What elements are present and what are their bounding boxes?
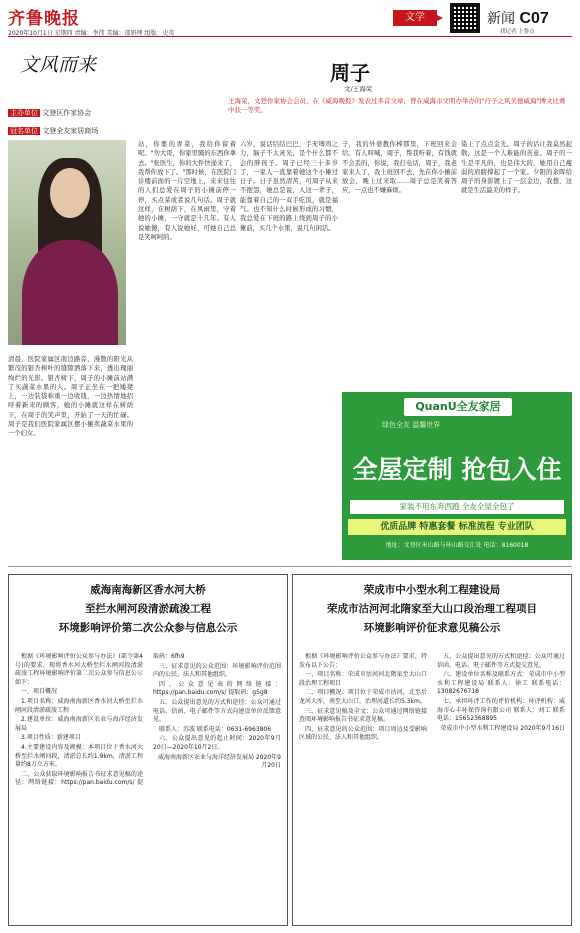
editor-credits: 找记者 上鲁点 [500,29,535,35]
notice-paragraph: 联系人：苏波 联系电话：0631-6963806 [159,725,272,733]
notice-title-line: 至拦水闸河段清淤疏浚工程 [85,603,211,615]
photo-body [22,240,118,345]
top-rule [8,36,572,37]
section-divider [8,566,572,567]
notice-body [15,653,281,921]
masthead [0,0,580,40]
notice-paragraph: 根据《环境影响评价公众参与办法》要求，特发布以下公告： [299,653,427,669]
notice-paragraph: 1.项目名称：威海南海新区香水河大桥至拦水闸河段清淤疏浚工程 [15,697,143,714]
notice-box [292,574,572,926]
notice-paragraph: 二、公众获取环境影响报告书征求意见稿的途径：网络链接：https://pan.baidu.com/s/ 提取码：6fh9 [15,653,185,787]
notice-paragraph: 五、公众提出意见的方式和途径：公众可通过信函、电话、电子邮件等方式提交意见。 [437,653,565,669]
notice-body [299,653,565,921]
ad-slogan: 绿色全友 温馨世界 [382,421,441,429]
notice-title-line: 荣成市沽河河北隋家至大山口段治理工程项目 [327,603,537,615]
article-column-4: 子，我的外婆教你棒那里，下班回来会给。有人叫喊，周子，帮我听着，有钱就不会丢的，你说，我打电话，周子，我老家来人了，我上班回不去，先在你小摊前放会，晚上过来取……周子总是笑着答应，一点也不嫌麻烦。 [342,141,457,195]
ad-headline: 全屋定制 抢包入住 [352,455,562,484]
photo-face [50,168,90,218]
dateline: 2020年10月1日 星期四 责编：李伟 美编：邵妍理 组版：史英 [8,30,175,37]
host-label: 主办单位 [10,109,38,117]
article-column-1: 清晨，医院家属区南边路旁，漫散的阳光从繁茂的银杏树叶的缝隙洒落下来，透出瑰丽绚烂的光影。银杏树下，周子的小摊前站满了买蔬菜水果的人。周子正坐在一把矮凳上，一边装袋称重一边收钱，一边热情地招呼着新来的顾客，她的小摊就这样在树荫下，在周子的笑声里，开始了一天的忙碌。周子是我们医院家属区摆小摊卖蔬菜水果的一个妇女。 [8,356,133,438]
furniture-advertisement[interactable] [342,392,572,560]
page-label [487,8,549,28]
notice-signature: 荣成市中小型水利工程建设局 2020年9月16日 [440,724,565,732]
host-name: 文登区作家协会 [42,109,92,117]
notice-paragraph: 四、征求意见的公众范围：项目周边及受影响区域的公民、法人和其他组织。 [299,725,427,742]
cohost-label: 冠名单位 [10,127,38,135]
author-photo [8,140,126,345]
notice-paragraph: 七、承担环评工作的评价机构：环评机构：威海市心丰环保咨询有限公司 联系人：刘工 联系电话：15652368895 [437,697,565,723]
notice-title-line: 环境影响评价征求意见稿公示 [363,622,501,634]
notice-paragraph: 三、征求意见的公众范围：环境影响评价范围内的公民、法人和其他组织。 [153,662,281,679]
notice-title-line: 荣成市中小型水利工程建设局 [363,584,501,596]
section-tab: 文学 [393,10,437,26]
notice-signature: 威海南海新区农业与海洋经济发展局 2020年9月20日 [158,753,281,770]
notice-paragraph: 三、征求意见稿及全文：公众可通过网络链接查阅环境影响报告书征求意见稿。 [299,707,427,724]
notice-paragraph: 一、项目概况 [21,688,58,696]
article-column-5: 染上了点点金光。周子的话让我莫然起敬，这是一个人难能的善意。周子的一生是平凡的，也是伟大的，她用自己瘦弱的肩膀撑起了一个家。夕阳的余晖给周子的身影镀上了一层金边，我想，这就是生活最美的样子。 [461,141,572,195]
ad-features: 优质品牌 特惠套餐 标准流程 专业团队 [348,519,566,535]
notice-paragraph: 3.项目性质：新建项目 [21,734,81,742]
page-number: C07 [519,10,549,27]
author-intro: 王海荣，文登作家协会会员，在《威海晚报》发表过多首文章，曾在威海市文明办举办的"荇子之风美德威海"博文比赛中获一等奖。 [228,97,566,114]
notice-paragraph: 六、公众提出意见的起止时间：2020年9月20日—2020年10月2日。 [153,735,281,751]
cohost-name: 文登全友家居商场 [42,127,99,135]
ad-brand-logo: QuanU全友家居 [404,398,512,416]
notice-paragraph: 四、公众意见表的网络链接：https://pan.baidu.com/s/ 提取码：g5g8 [153,680,281,697]
notice-paragraph: 六、建设单位名称及联系方式：荣成市中小型水利工程建设局 联系人：徐工 联系电话：13082676718 [437,671,565,696]
host-line [8,108,91,118]
notice-paragraph: 五、公众提出意见的方式和途径：公众可通过电话、信函、电子邮件等方式向建设单位反馈意见。 [153,698,281,724]
newspaper-logo: 齐鲁晚报 [8,9,80,29]
notice-title-line: 环境影响评价第二次公众参与信息公示 [58,622,238,634]
notice-paragraph: 二、项目概况：项目位于荣成市沽河，北至后龙河大库，南至大山口，治理河道长约5.3km。 [299,689,427,705]
article-byline: 文/王海荣 [344,85,373,93]
column-brand-title: 文风而来 [20,54,97,76]
ad-contact: 地址：文登区米山路与环山路交汇处 电话：8160018 [385,542,529,549]
article-column-3: 六岁，说话结结巴巴，手无缚鸡之力，脑子不太灵光，是个什么都不会的胖孩子。周子已经三十多岁了，一家人一直靠着她这个小摊过日子。日子虽然清苦，可周子从来不抱怨，她总是说，人这一辈子，能靠着自己的一双手吃饭，就是福气。也不知什么时候形成的习惯，我总爱在下班的路上绕到周子的小摊前，买几个水果，说几句闲话。 [240,141,338,232]
article-title: 周子 [330,61,370,85]
notice-paragraph: 4.主要建设内容及规模：本项目位于香水河大桥至拦水闸河段，清淤总长约1.9km，清淤工程量约8万立方米。 [15,743,143,769]
cohost-line [8,126,98,136]
notice-paragraph: 一、项目名称：荣成市沽河河北隋家至大山口段治理工程项目 [299,671,427,687]
notice-paragraph: 根据《环境影响评价公众参与办法》(部令第4号)的要求，现将香水河大桥至拦水闸河段清淤疏浚工程环境影响评价第二次公众参与信息公示如下： [15,653,143,686]
ad-subline: 家装不用东奔西跑 全友全屋全包了 [350,500,564,514]
article-column-2: 站，你要的青菜，我给你留着呢。"勿大哥，你家里腌的东西你拿去。"张医生，你的大件快递来了，我帮你放下了。"那时候，在医院门诊楼前面的一片空地上，来来往往的人们总爱在周子的小摊前停一停，买点菜或者说几句话。周子就这样，在树荫下，在风雨里，守着她的小摊，一守就是十几年。有人说她傻，有人说她好，可她自己总是笑呵呵的。 [138,141,236,241]
notice-paragraph: 2.建设单位：威海南海新区农业与海洋经济发展局 [15,716,143,732]
qr-code-icon [450,3,480,33]
page-prefix: 新闻 [487,11,515,27]
notice-title-line: 威海南海新区香水河大桥 [90,584,206,596]
notice-box [8,574,288,926]
